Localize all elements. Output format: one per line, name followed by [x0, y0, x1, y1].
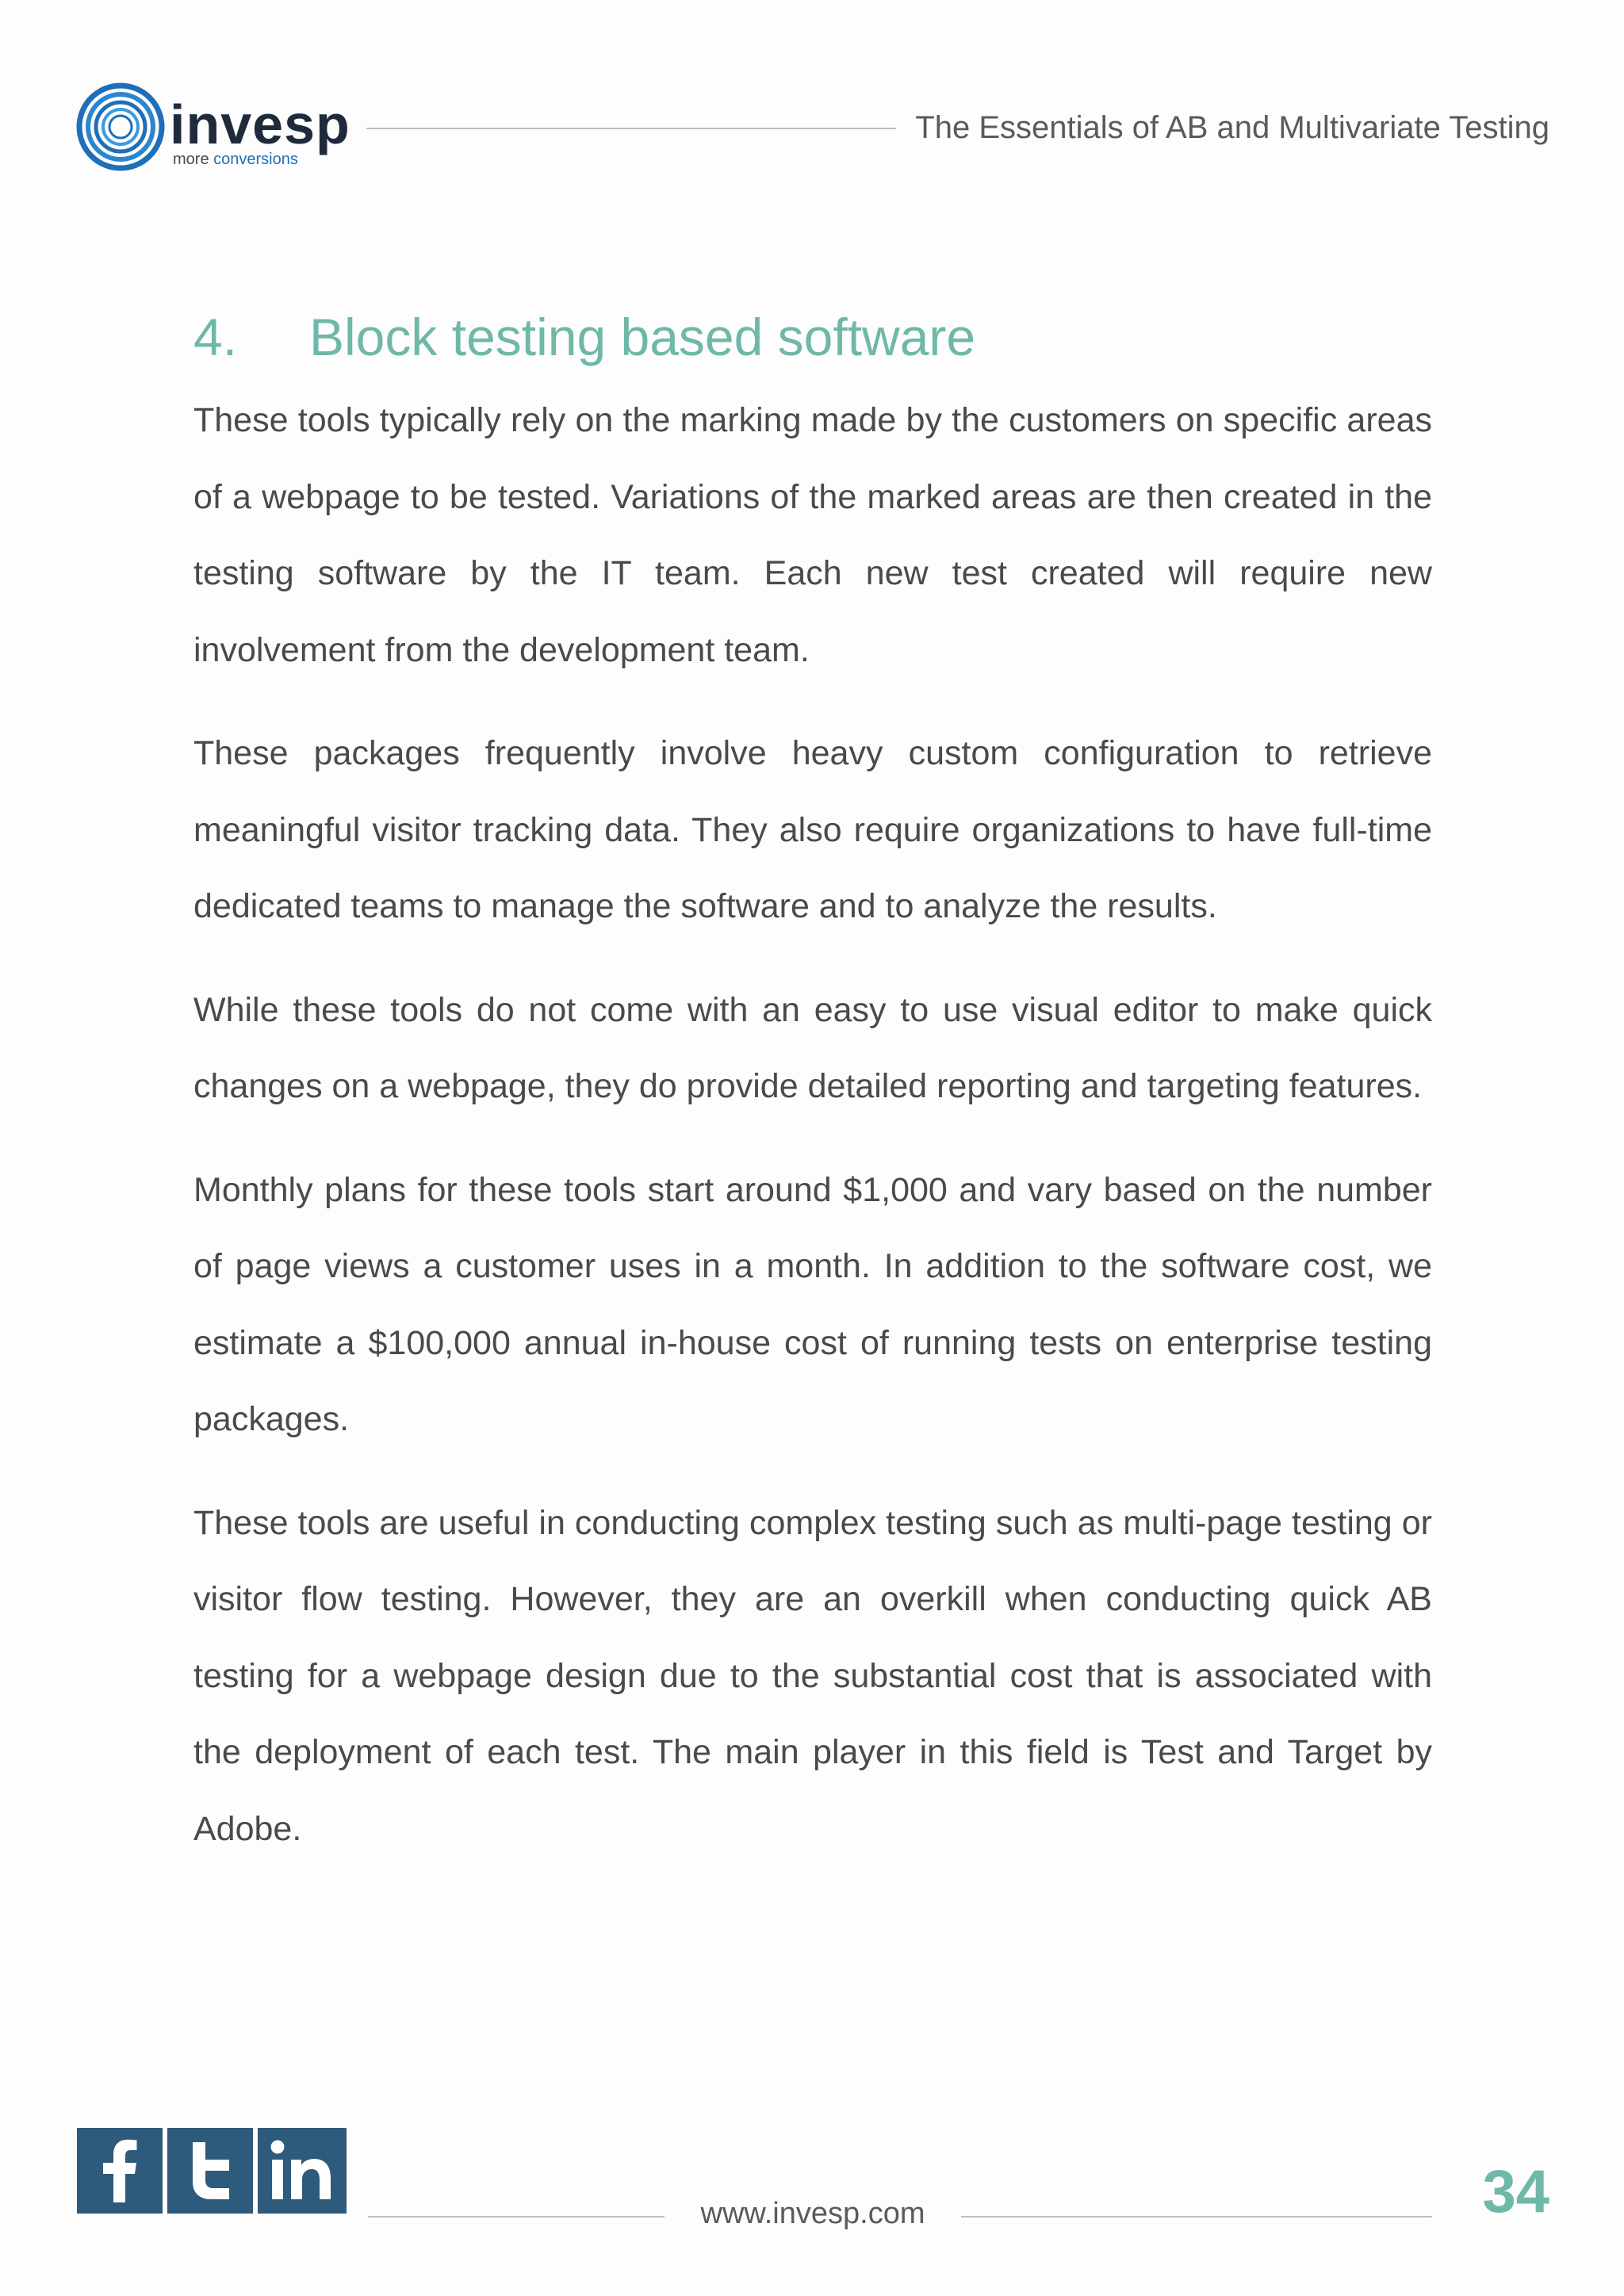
invesp-logo[interactable] [76, 82, 350, 178]
linkedin-button[interactable] [258, 2128, 347, 2214]
logo-wordmark: invesp [170, 94, 350, 155]
paragraph-3: While these tools do not come with an easy to use visual editor to make quick changes on a webpage, they do provide detailed reporting and targeting features. [193, 990, 1432, 1105]
section-number: 4. [193, 308, 238, 366]
paragraph-1: These tools typically rely on the marking made by the customers on specific areas of a webpage to be tested. Variations of the marked areas are then created in the testing software by the IT team. Each new test created will require new involvement from the development team. [193, 401, 1432, 669]
logo-tagline-prefix: more [173, 151, 209, 168]
facebook-button[interactable] [77, 2128, 163, 2214]
footer-website-link[interactable]: www.invesp.com [700, 2197, 925, 2230]
facebook-icon [100, 2139, 140, 2202]
twitter-icon [186, 2139, 234, 2202]
logo-rings-icon [76, 82, 165, 171]
section-title: Block testing based software [309, 308, 976, 366]
page-content [193, 301, 1432, 1894]
footer-divider-right [961, 2216, 1432, 2218]
section-heading [193, 301, 1432, 373]
logo-tagline-accent: conversions [213, 151, 298, 168]
footer-divider-left [368, 2216, 665, 2218]
linkedin-icon [269, 2139, 335, 2202]
logo-tagline [173, 151, 298, 168]
paragraph-2: These packages frequently involve heavy custom configuration to retrieve meaningful visitor tracking data. They also require organizations to have full-time dedicated teams to manage the software and to analyze the results. [193, 734, 1432, 925]
page-number: 34 [1482, 2158, 1549, 2225]
document-title: The Essentials of AB and Multivariate Testing [915, 110, 1549, 145]
paragraph-4: Monthly plans for these tools start around $1,000 and vary based on the number of page views a customer uses in a month. In addition to the software cost, we estimate a $100,000 annual in-house cost of running tests on enterprise testing packages. [193, 1170, 1432, 1438]
social-links [77, 2128, 347, 2214]
twitter-button[interactable] [167, 2128, 253, 2214]
header-divider [366, 128, 896, 129]
paragraph-5: These tools are useful in conducting complex testing such as multi-page testing or visitor flow testing. However, they are an overkill when conducting quick AB testing for a webpage design due to the substantial cost that is associated with the deployment of each test. The main player in this field is Test and Target by Adobe. [193, 1503, 1432, 1848]
